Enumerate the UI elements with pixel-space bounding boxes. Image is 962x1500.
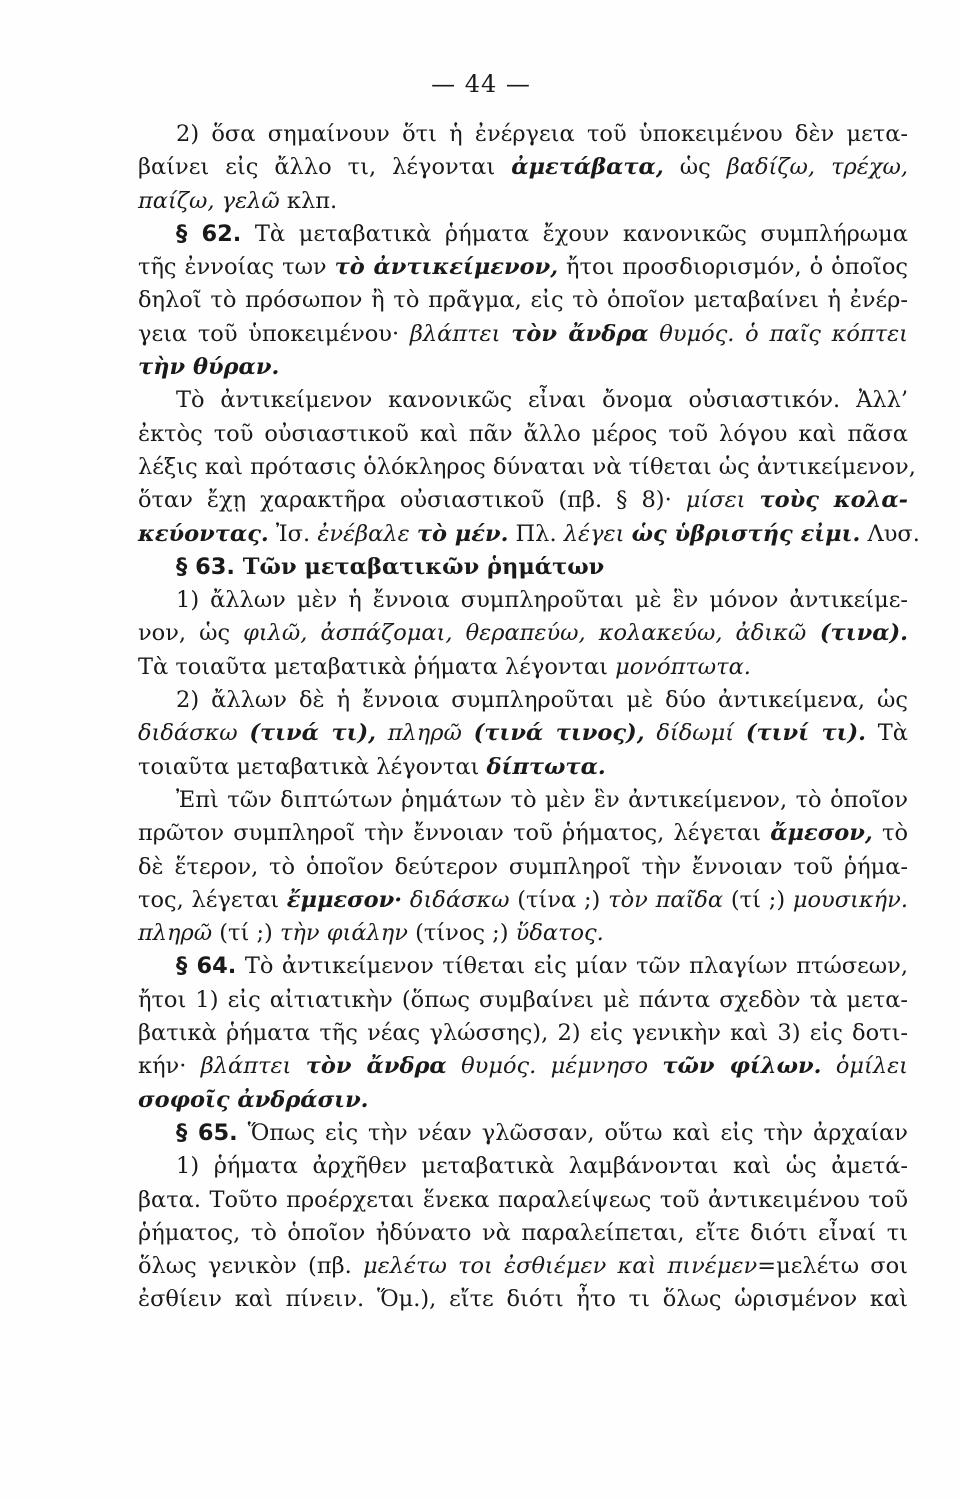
text-segment: (τί ;) (212, 920, 280, 947)
italic-example: μουσικήν. (792, 886, 908, 913)
italic-example: φιλῶ, (243, 620, 321, 647)
text-line (138, 418, 908, 451)
text-line (138, 1017, 908, 1050)
text-line (138, 884, 908, 917)
bold-italic-term: (τινά τι), (249, 720, 376, 747)
italic-example: διδάσκω (402, 886, 510, 913)
text-segment: (τί ;) (723, 886, 793, 913)
text-line (138, 1117, 908, 1150)
bold-italic-term: ἀμετάβατα, (511, 154, 664, 181)
text-segment: γεια τοῦ ὑποκειμένου· (138, 320, 410, 347)
text-segment: =μελέτω σοι (757, 1253, 908, 1280)
text-segment: ἤτοι 1) εἰς αἰτιατικὴν (ὅπως συμβαίνει μὲ πάντα σχεδὸν τὰ μετα- (138, 986, 908, 1013)
bold-italic-term: (τινά τινος), (473, 720, 645, 747)
italic-example: πληρῶ (375, 720, 474, 747)
text-line (138, 318, 908, 351)
text-segment: Τὰ μεταβατικὰ ῥήματα ἔχουν κανονικῶς συμπλήρωμα (241, 220, 908, 247)
text-segment: Ἰσ. (268, 520, 318, 547)
text-segment: Τὰ (866, 720, 908, 747)
bold-italic-term: τὸ μέν. (416, 520, 509, 547)
text-segment: τὸ (872, 820, 908, 847)
text-segment: (τίνος ;) (407, 920, 516, 947)
italic-example: βλάπτει (409, 320, 512, 347)
bold-italic-term: (τινί τι). (745, 720, 866, 747)
section-number: § 65. (176, 1119, 238, 1146)
section-number: § 63. (176, 553, 235, 580)
text-segment: κήν· (138, 1053, 201, 1080)
text-line (138, 751, 908, 784)
text-line (138, 251, 908, 284)
text-segment: ἐσθίειν καὶ πίνειν. Ὅμ.), εἴτε διότι ἦτο τι ὅλως ὡρισμένον καὶ (138, 1286, 908, 1313)
section-number: § 62. (176, 220, 242, 247)
page-text-body (138, 118, 920, 1317)
italic-example: θυμός. ὁ παῖς κόπτει (648, 320, 909, 347)
text-segment: 1) ἄλλων μὲν ἡ ἔννοια συμπληροῦται μὲ ἓν μόνον ἀντικείμε- (176, 587, 908, 614)
text-segment: πρῶτον συμπληροῖ τὴν ἔννοιαν τοῦ ῥήματος, λέγεται (138, 820, 771, 847)
text-segment: βατικὰ ῥήματα τῆς νέας γλώσσης), 2) εἰς γενικὴν καὶ 3) εἰς δοτι- (138, 1020, 908, 1047)
text-segment: βαίνει εἰς ἄλλο τι, λέγονται (138, 154, 512, 181)
text-line (138, 584, 908, 617)
text-segment: Τὸ ἀντικείμενον κανονικῶς εἶναι ὄνομα οὐσιαστικόν. Ἀλλ’ (176, 387, 908, 414)
italic-example: μίσει (685, 487, 760, 514)
text-segment: τοιαῦτα μεταβατικὰ λέγονται (138, 753, 487, 780)
bold-italic-term: τῶν φίλων. (662, 1053, 822, 1080)
italic-example: ὕδατος. (515, 920, 604, 947)
text-segment: κλπ. (279, 187, 338, 214)
text-segment: ὅλως γενικὸν (πβ. (138, 1253, 363, 1280)
text-line (138, 1050, 908, 1083)
text-segment: Λυσ. (860, 520, 920, 547)
italic-example: τὴν φιάλην (279, 920, 408, 947)
text-line (138, 717, 908, 750)
italic-example: βλάπτει (200, 1053, 306, 1080)
text-segment: ὡς (663, 154, 727, 181)
text-segment: (τίνα ;) (509, 886, 609, 913)
text-line (138, 518, 920, 551)
text-line (138, 651, 908, 684)
bold-italic-term: τὴν θύραν. (138, 354, 280, 381)
bold-italic-term: τὸν ἄνδρα (511, 320, 649, 347)
italic-example: δίδωμί (644, 720, 746, 747)
italic-example: ὁμίλει (821, 1053, 908, 1080)
italic-example: παίζω, γελῶ (138, 187, 280, 214)
text-line (138, 384, 908, 417)
bold-italic-term: ἔμμεσον· (286, 886, 403, 913)
bold-italic-term: ὡς ὑβριστής εἰμι. (631, 520, 861, 547)
italic-example: πληρῶ (138, 920, 213, 947)
text-line (138, 551, 908, 584)
text-segment: νον, ὡς (138, 620, 244, 647)
italic-example: τὸν παῖδα (608, 886, 724, 913)
text-line (138, 1250, 908, 1283)
text-segment: ἐκτὸς τοῦ οὐσιαστικοῦ καὶ πᾶν ἄλλο μέρος τοῦ λόγου καὶ πᾶσα (138, 420, 908, 447)
italic-example: βαδίζω, τρέχω, (726, 154, 908, 181)
italic-example: ἐνέβαλε (317, 520, 417, 547)
text-segment: δὲ ἕτερον, τὸ ὁποῖον δεύτερον συμπληροῖ τὴν ἔννοιαν τοῦ ῥήμα- (138, 853, 908, 880)
section-number: § 64. (176, 953, 237, 980)
text-segment: Τῶν μεταβατικῶν ῥημάτων (234, 553, 605, 580)
text-line (138, 784, 908, 817)
text-segment: 2) ὅσα σημαίνουν ὅτι ἡ ἐνέργεια τοῦ ὑποκειμένου δὲν μετα- (176, 121, 908, 147)
text-line (138, 218, 908, 251)
text-segment: 2) ἄλλων δὲ ἡ ἔννοια συμπληροῦται μὲ δύο ἀντικείμενα, ὡς (176, 687, 908, 714)
text-line (138, 817, 908, 850)
italic-example: μελέτω τοι ἐσθιέμεν καὶ πινέμεν (363, 1253, 758, 1280)
bold-italic-term: σοφοῖς ἀνδράσιν. (138, 1086, 369, 1113)
bold-italic-term: τὸ ἀντικείμενον, (334, 254, 559, 281)
text-line (138, 984, 908, 1017)
text-line (138, 1184, 908, 1217)
text-segment: λέξις καὶ πρότασις ὁλόκληρος δύναται νὰ τίθεται ὡς ἀντικείμενον, (138, 453, 916, 480)
bold-italic-term: ἄμεσον, (770, 820, 873, 847)
bold-italic-term: τὸν ἄνδρα (305, 1053, 447, 1080)
text-segment: δηλοῖ τὸ πρόσωπον ἢ τὸ πρᾶγμα, εἰς τὸ ὁποῖον μεταβαίνει ἡ ἐνέρ- (138, 287, 908, 314)
italic-example: λέγει (563, 520, 632, 547)
text-segment: Ὅπως εἰς τὴν νέαν γλῶσσαν, οὕτω καὶ εἰς τὴν ἀρχαίαν (237, 1119, 908, 1146)
bold-italic-term: κεύοντας. (138, 520, 269, 547)
text-line (138, 1084, 908, 1117)
text-line (138, 851, 908, 884)
text-segment: ῥήματος, τὸ ὁποῖον ἠδύνατο νὰ παραλείπεται, εἴτε διότι εἶναί τι (138, 1219, 908, 1246)
italic-example: ἀσπάζομαι, θεραπεύω, κολακεύω, ἀδικῶ (320, 620, 807, 647)
text-line (138, 351, 908, 384)
bold-italic-term: δίπτωτα. (486, 753, 606, 780)
italic-example: μονόπτωτα. (615, 653, 751, 680)
text-line (138, 185, 908, 218)
text-line (138, 118, 908, 151)
text-line (138, 917, 908, 950)
text-segment: Πλ. (508, 520, 564, 547)
text-segment: 1) ῥήματα ἀρχῆθεν μεταβατικὰ λαμβάνονται καὶ ὡς ἀμετά- (176, 1153, 908, 1180)
text-segment: τος, λέγεται (138, 886, 287, 913)
text-line (138, 484, 908, 517)
text-line (138, 684, 908, 717)
text-segment: Τὰ τοιαῦτα μεταβατικὰ ῥήματα λέγονται (138, 653, 616, 680)
text-line (138, 1283, 908, 1316)
text-segment: Τὸ ἀντικείμενον τίθεται εἰς μίαν τῶν πλαγίων πτώσεων, (236, 953, 908, 980)
text-segment: βατα. Τοῦτο προέρχεται ἕνεκα παραλείψεως τοῦ ἀντικειμένου τοῦ (138, 1186, 908, 1213)
text-segment: ὅταν ἔχῃ χαρακτῆρα οὐσιαστικοῦ (πβ. § 8)· (138, 487, 686, 514)
text-line (138, 1217, 908, 1250)
page-number: — 44 — (431, 70, 531, 98)
text-line (138, 284, 908, 317)
text-line (138, 451, 916, 484)
text-segment: ἤτοι προσδιορισμόν, ὁ ὁποῖος (558, 254, 908, 281)
text-segment: Ἐπὶ τῶν διπτώτων ῥημάτων τὸ μὲν ἓν ἀντικείμενον, τὸ ὁποῖον (176, 786, 908, 813)
bold-italic-term: (τινα). (806, 620, 908, 647)
bold-italic-term: τοὺς κολα- (759, 487, 908, 514)
italic-example: θυμός. μέμνησο (446, 1053, 663, 1080)
text-line (138, 950, 908, 983)
italic-example: διδάσκω (138, 720, 250, 747)
text-segment: τῆς ἐννοίας των (138, 254, 335, 281)
text-line (138, 151, 908, 184)
text-line (138, 617, 908, 650)
text-line (138, 1150, 908, 1183)
